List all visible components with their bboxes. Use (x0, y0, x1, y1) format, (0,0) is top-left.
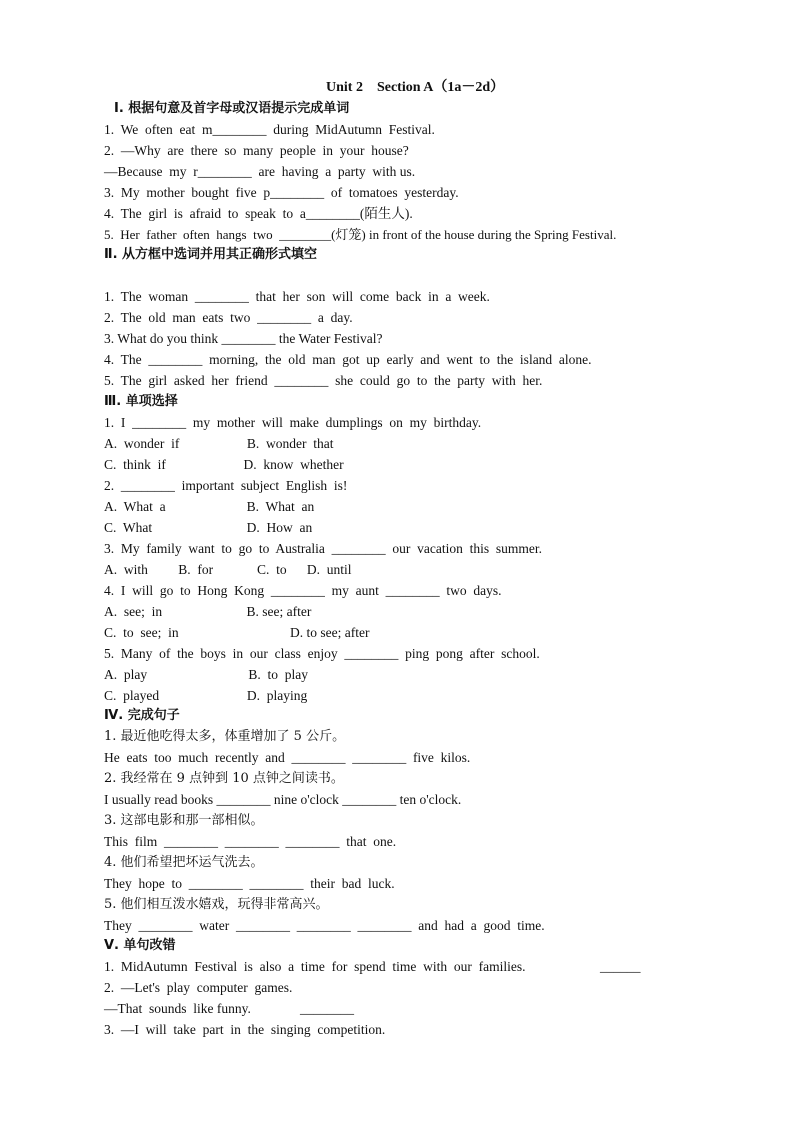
page-title: Unit 2 Section A（1a－2d） (326, 80, 505, 95)
question-line: This film ________ ________ ________ that one. (104, 834, 397, 849)
section-3-heading: Ⅲ. 单项选择 (104, 394, 178, 409)
section-2-heading: Ⅱ. 从方框中选词并用其正确形式填空 (104, 247, 318, 262)
question-line: —Because my r________ are having a party with us. (104, 164, 416, 179)
question-line: I usually read books ________ nine o'clock ________ ten o'clock. (104, 792, 462, 807)
question-line: 1. I ________ my mother will make dumplings on my birthday. (104, 415, 482, 430)
question-line: 3. My mother bought five p________ of tomatoes yesterday. (104, 185, 459, 200)
option-line: C. think if D. know whether (104, 457, 344, 472)
option-line: A. see; in B. see; after (104, 604, 312, 619)
question-line: 4. The ________ morning, the old man got up early and went to the island alone. (104, 352, 592, 367)
question-line: —That sounds like funny. (104, 1001, 251, 1016)
option-line: A. What a B. What an (104, 499, 315, 514)
answer-blank: ________ (300, 1001, 354, 1016)
section-1-heading: Ⅰ. 根据句意及首字母或汉语提示完成单词 (114, 101, 350, 116)
chinese-prompt: 3. 这部电影和那一部相似。 (104, 813, 264, 828)
option-line: A. play B. to play (104, 667, 308, 682)
question-line: 1. We often eat m________ during MidAutumn Festival. (104, 122, 435, 137)
question-line: 4. I will go to Hong Kong ________ my aunt ________ two days. (104, 583, 502, 598)
option-line: C. played D. playing (104, 688, 308, 703)
option-line: A. with B. for C. to D. until (104, 562, 352, 577)
question-line: 1. MidAutumn Festival is also a time for spend time with our families. (104, 959, 526, 974)
chinese-prompt: 4. 他们希望把坏运气洗去。 (104, 855, 264, 870)
option-line: A. wonder if B. wonder that (104, 436, 334, 451)
question-line: They hope to ________ ________ their bad luck. (104, 876, 395, 891)
question-line: 5. The girl asked her friend ________ she could go to the party with her. (104, 373, 543, 388)
section-4-heading: Ⅳ. 完成句子 (104, 708, 180, 723)
option-line: C. to see; in D. to see; after (104, 625, 370, 640)
question-line: 4. The girl is afraid to speak to a________(陌生人). (104, 206, 413, 221)
question-line: 5. Many of the boys in our class enjoy ________ ping pong after school. (104, 646, 540, 661)
question-line: 2. The old man eats two ________ a day. (104, 310, 353, 325)
question-line: 3. What do you think ________ the Water Festival? (104, 331, 383, 346)
question-line: 5. Her father often hangs two ________(灯笼) in front of the house during the Spring Festival. (104, 227, 617, 242)
question-line: 2. —Why are there so many people in your house? (104, 143, 409, 158)
answer-blank: ______ (600, 959, 641, 974)
question-line: 3. —I will take part in the singing competition. (104, 1022, 386, 1037)
question-line: 1. The woman ________ that her son will come back in a week. (104, 289, 490, 304)
question-line: 2. —Let's play computer games. (104, 980, 293, 995)
option-line: C. What D. How an (104, 520, 313, 535)
chinese-prompt: 2. 我经常在 9 点钟到 10 点钟之间读书。 (104, 771, 344, 786)
question-line: They ________ water ________ ________ ________ and had a good time. (104, 918, 545, 933)
section-5-heading: Ⅴ. 单句改错 (104, 938, 176, 953)
question-line: 3. My family want to go to Australia ________ our vacation this summer. (104, 541, 542, 556)
chinese-prompt: 5. 他们相互泼水嬉戏，玩得非常高兴。 (104, 897, 329, 912)
question-line: He eats too much recently and ________ ________ five kilos. (104, 750, 471, 765)
chinese-prompt: 1. 最近他吃得太多，体重增加了 5 公斤。 (104, 729, 346, 744)
question-line: 2. ________ important subject English is! (104, 478, 348, 493)
